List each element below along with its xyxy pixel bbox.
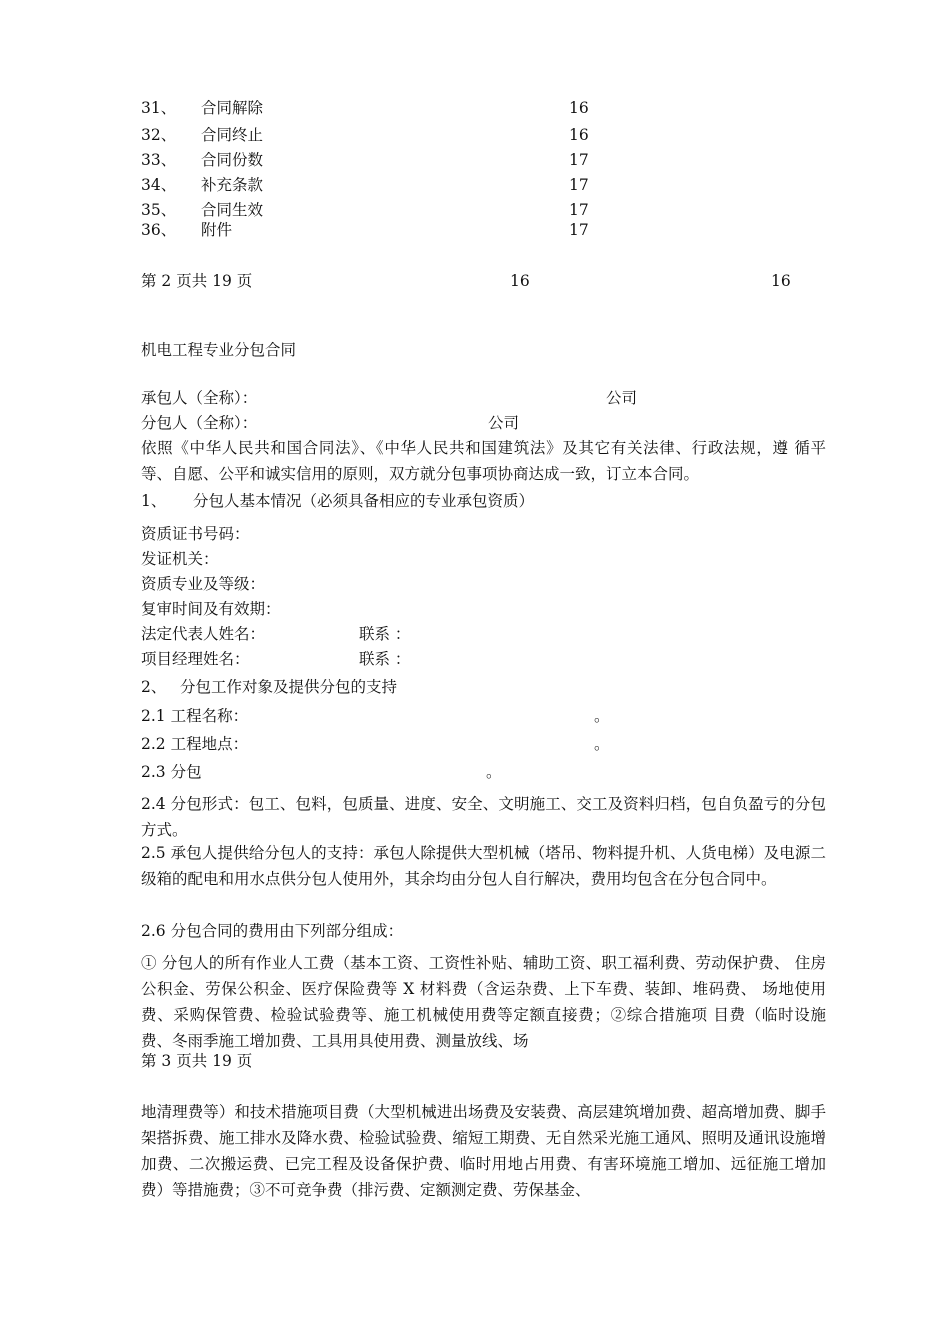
legal-rep-field: 法定代表人姓名： [141,625,266,643]
toc-number: 31、 [141,99,177,117]
clause-2-5: 2.5 承包人提供给分包人的支持：承包人除提供大型机械（塔吊、物料提升机、人货电梯）及电源二级箱的配电和用水点供分包人使用外，其余均由分包人自行解决，费用均包含在分包合同中。 [141,844,826,888]
contact-field: 联系 ： [359,650,411,668]
grade-field: 资质专业及等级： [141,575,266,593]
page-footer-number: 16 [510,272,530,290]
section-title: 分包人基本情况（必须具备相应的专业承包资质） [193,492,535,510]
toc-page: 17 [569,176,589,194]
section-number: 1、 [141,492,167,510]
continuation-paragraph: 地清理费等）和技术措施项目费（大型机械进出场费及安装费、高层建筑增加费、超高增加费、脚手架搭拆费、施工排水及降水费、检验试验费、缩短工期费、无自然采光施工通风、照明及通讯设施增加费、二次搬运费、已完工程及设备保护费、临时用地占用费、有害环境施工增加、远征施工增加费）等措施费；③不可竞争费（排污费、定额测定费、劳保基金、 [141,1103,826,1199]
contact-field: 联系 ： [359,625,411,643]
period-mark: 。 [594,707,610,725]
contractor-suffix: 公司 [606,389,638,407]
page-footer: 第 3 页共 19 页 [141,1052,253,1070]
toc-number: 36、 [141,221,177,239]
contractor-label: 承包人（全称）： [141,389,258,407]
section-title: 分包工作对象及提供分包的支持 [180,678,398,696]
project-location-field: 2.2 工程地点： [141,735,249,753]
issuer-field: 发证机关： [141,550,219,568]
section-number: 2、 [141,678,167,696]
toc-page: 17 [569,151,589,169]
toc-number: 35、 [141,201,177,219]
period-mark: 。 [594,735,610,753]
page-footer-number: 16 [771,272,791,290]
toc-number: 32、 [141,126,177,144]
subcontract-scope-field: 2.3 分包 [141,763,202,781]
cert-number-field: 资质证书号码： [141,525,250,543]
clause-2-4: 2.4 分包形式：包工、包料，包质量、进度、安全、文明施工、交工及资料归档，包自负盈亏的分包方式。 [141,795,826,839]
pm-field: 项目经理姓名： [141,650,250,668]
review-field: 复审时间及有效期： [141,600,281,618]
subcontractor-label: 分包人（全称）： [141,414,258,432]
page-footer: 第 2 页共 19 页 [141,272,253,290]
subcontractor-suffix: 公司 [488,414,520,432]
toc-title: 附件 [201,221,233,239]
toc-title: 补充条款 [201,176,264,194]
toc-title: 合同份数 [201,151,264,169]
clause-2-6-detail: ① 分包人的所有作业人工费（基本工资、工资性补贴、辅助工资、职工福利费、劳动保护费、 住房公积金、劳保公积金、医疗保险费等 X 材料费（含运杂费、上下车费、装卸、堆码费、 场地使用费、采购保管费、检验试验费等、施工机械使用费等定额直接费；②综合措施项 目费（临时设施费、冬雨季施工增加费、工具用具使用费、测量放线、场 [141,954,826,1050]
toc-page: 17 [569,221,589,239]
clause-2-6: 2.6 分包合同的费用由下列部分组成： [141,922,404,940]
document-title: 机电工程专业分包合同 [141,341,297,359]
toc-title: 合同生效 [201,201,264,219]
toc-page: 16 [569,126,589,144]
toc-number: 33、 [141,151,177,169]
toc-title: 合同解除 [201,99,264,117]
preamble-paragraph: 依照《中华人民共和国合同法》、《中华人民共和国建筑法》及其它有关法律、行政法规，遵 循平等、自愿、公平和诚实信用的原则，双方就分包事项协商达成一致，订立本合同。 [141,439,826,483]
period-mark: 。 [486,763,502,781]
toc-title: 合同终止 [201,126,264,144]
toc-number: 34、 [141,176,177,194]
toc-page: 16 [569,99,589,117]
project-name-field: 2.1 工程名称： [141,707,249,725]
toc-page: 17 [569,201,589,219]
